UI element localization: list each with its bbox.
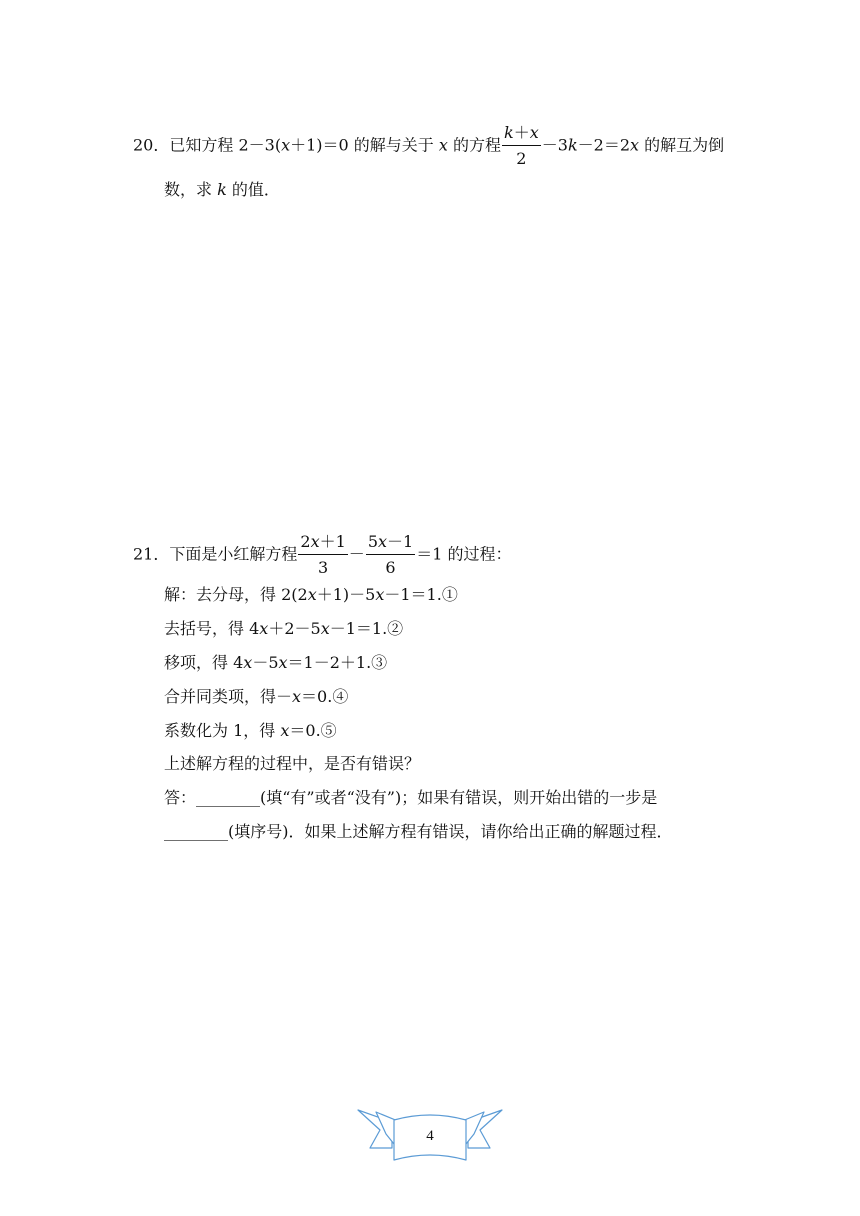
solution-step-5: 系数化为 1，得 x＝0.⑤: [164, 721, 337, 740]
solution-step-2: 去括号，得 4x＋2－5x－1＝1.②: [164, 619, 404, 638]
fraction-k-plus-x-over-2: $\frac{k+x}{2}$: [504, 123, 539, 168]
question-number: 21．: [133, 544, 170, 564]
fraction-5x-minus-1-over-6: $\frac{5x-1}{6}$: [367, 532, 414, 577]
solution-step-1: 解：去分母，得 2(2x＋1)－5x－1＝1.①: [164, 585, 458, 604]
question-number: 20．: [133, 135, 170, 155]
question-20-line-2: 数，求 k 的值．: [164, 180, 280, 199]
fraction-2x-plus-1-over-3: $\frac{2x+1}{3}$: [300, 532, 346, 577]
answer-line-2: ________(填序号)．如果上述解方程有错误，请你给出正确的解题过程．: [164, 822, 673, 841]
question-prompt: 上述解方程的过程中，是否有错误？: [164, 754, 421, 773]
question-20-line-1: 20．已知方程 2－3(x＋1)＝0 的解与关于 x 的方程 $\frac{k+x}{2}$ －3k－2＝2x 的解互为倒: [133, 123, 725, 168]
solution-step-4: 合并同类项，得－x＝0.④: [164, 687, 349, 706]
answer-line-1: 答：________(填“有”或者“没有”)；如果有错误，则开始出错的一步是: [164, 788, 658, 807]
page-number: 4: [426, 1128, 434, 1144]
question-21-line-1: 21．下面是小红解方程 $\frac{2x+1}{3}$ － $\frac{5x-1}{6}$ ＝1 的过程：: [133, 532, 512, 577]
solution-step-3: 移项，得 4x－5x＝1－2＋1.③: [164, 653, 388, 672]
